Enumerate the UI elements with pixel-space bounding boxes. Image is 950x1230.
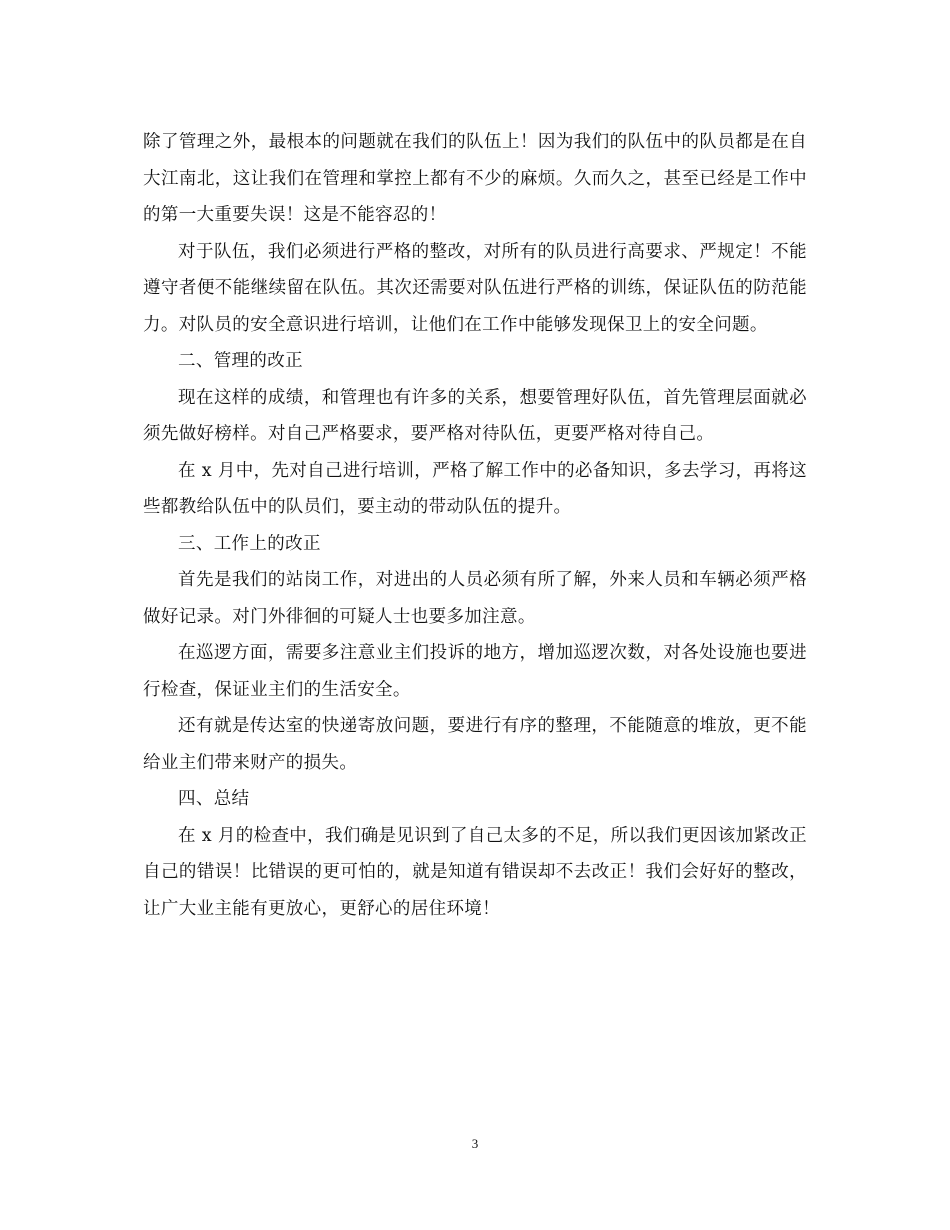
paragraph-team-rectification: 对于队伍，我们必须进行严格的整改，对所有的队员进行高要求、严规定！不能遵守者便不能继续留在队伍。其次还需要对队伍进行严格的训练，保证队伍的防范能力。对队员的安全意识进行培训，让他们在工作中能够发现保卫上的安全问题。	[143, 241, 807, 335]
paragraph-management-example: 现在这样的成绩，和管理也有许多的关系，想要管理好队伍，首先管理层面就必须先做好榜样。对自己严格要求，要严格对待队伍，更要严格对待自己。	[143, 387, 807, 444]
section-heading-work: 三、工作上的改正	[178, 533, 321, 554]
paragraph-patrol: 在巡逻方面，需要多注意业主们投诉的地方，增加巡逻次数，对各处设施也要进行检查，保证业主们的生活安全。	[143, 643, 807, 700]
paragraph-summary: 在 x 月的检查中，我们确是见识到了自己太多的不足，所以我们更因该加紧改正自己的错误！比错误的更可怕的，就是知道有错误却不去改正！我们会好好的整改，让广大业主能有更放心，更舒心的居住环境！	[143, 825, 807, 919]
section-heading-summary: 四、总结	[178, 789, 250, 809]
paragraph-guard-duty: 首先是我们的站岗工作，对进出的人员必须有所了解，外来人员和车辆必须严格做好记录。对门外徘徊的可疑人士也要多加注意。	[143, 570, 807, 627]
page-number: 3	[471, 1136, 479, 1151]
section-heading-management: 二、管理的改正	[178, 351, 303, 371]
paragraph-management-training: 在 x 月中，先对自己进行培训，严格了解工作中的必备知识，多去学习，再将这些都教给队伍中的队员们，要主动的带动队伍的提升。	[143, 460, 807, 517]
paragraph-team-problem: 除了管理之外，最根本的问题就在我们的队伍上！因为我们的队伍中的队员都是在自大江南北，这让我们在管理和掌控上都有不少的麻烦。久而久之，甚至已经是工作中的第一大重要失误！这是不能容忍的！	[143, 132, 807, 225]
paragraph-parcel-room: 还有就是传达室的快递寄放问题，要进行有序的整理，不能随意的堆放，更不能给业主们带来财产的损失。	[143, 716, 807, 773]
document-body	[143, 124, 807, 927]
